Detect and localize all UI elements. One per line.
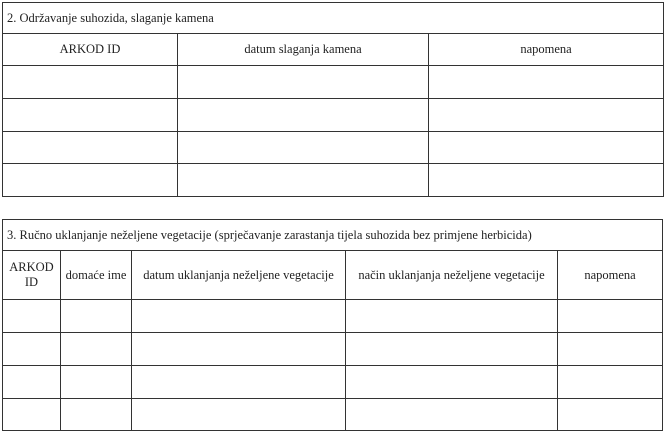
cell-input[interactable]: [178, 132, 429, 164]
cell-input[interactable]: [132, 366, 346, 399]
column-header-domace-ime: domaće ime: [61, 251, 132, 300]
cell-input[interactable]: [132, 399, 346, 431]
cell-input[interactable]: [429, 132, 664, 164]
cell-input[interactable]: [429, 99, 664, 132]
table-row: [3, 66, 664, 99]
cell-input[interactable]: [178, 164, 429, 197]
table-row: [3, 99, 664, 132]
cell-input[interactable]: [346, 333, 558, 366]
cell-input[interactable]: [3, 132, 178, 164]
cell-input[interactable]: [132, 300, 346, 333]
cell-input[interactable]: [346, 399, 558, 431]
table-row: [3, 366, 663, 399]
table-row: [3, 333, 663, 366]
column-header-datum-uklanjanja: datum uklanjanja neželjene vegetacije: [132, 251, 346, 300]
cell-input[interactable]: [3, 333, 61, 366]
column-header-napomena: napomena: [429, 34, 664, 66]
cell-input[interactable]: [3, 164, 178, 197]
cell-input[interactable]: [558, 399, 663, 431]
cell-input[interactable]: [61, 300, 132, 333]
column-header-arkod-id: ARKOD ID: [3, 34, 178, 66]
table-row: [3, 132, 664, 164]
cell-input[interactable]: [346, 366, 558, 399]
cell-input[interactable]: [61, 333, 132, 366]
cell-input[interactable]: [3, 66, 178, 99]
cell-input[interactable]: [3, 399, 61, 431]
cell-input[interactable]: [558, 333, 663, 366]
cell-input[interactable]: [178, 66, 429, 99]
column-header-datum-slaganja: datum slaganja kamena: [178, 34, 429, 66]
cell-input[interactable]: [429, 66, 664, 99]
table-row: [3, 399, 663, 431]
section-3-table: [2, 219, 663, 431]
column-header-arkod-id: ARKOD ID: [3, 251, 61, 300]
cell-input[interactable]: [61, 366, 132, 399]
cell-input[interactable]: [3, 99, 178, 132]
table-row: [3, 300, 663, 333]
cell-input[interactable]: [61, 399, 132, 431]
column-header-nacin-uklanjanja: način uklanjanja neželjene vegetacije: [346, 251, 558, 300]
cell-input[interactable]: [346, 300, 558, 333]
section-2-title: 2. Održavanje suhozida, slaganje kamena: [3, 3, 664, 34]
section-3-title: 3. Ručno uklanjanje neželjene vegetacije (sprječavanje zarastanja tijela suhozida bez primjene herbicida): [3, 220, 663, 251]
cell-input[interactable]: [558, 300, 663, 333]
column-header-napomena: napomena: [558, 251, 663, 300]
cell-input[interactable]: [558, 366, 663, 399]
cell-input[interactable]: [3, 366, 61, 399]
cell-input[interactable]: [3, 300, 61, 333]
cell-input[interactable]: [178, 99, 429, 132]
table-row: [3, 164, 664, 197]
cell-input[interactable]: [132, 333, 346, 366]
cell-input[interactable]: [429, 164, 664, 197]
section-2-table: [2, 2, 664, 197]
